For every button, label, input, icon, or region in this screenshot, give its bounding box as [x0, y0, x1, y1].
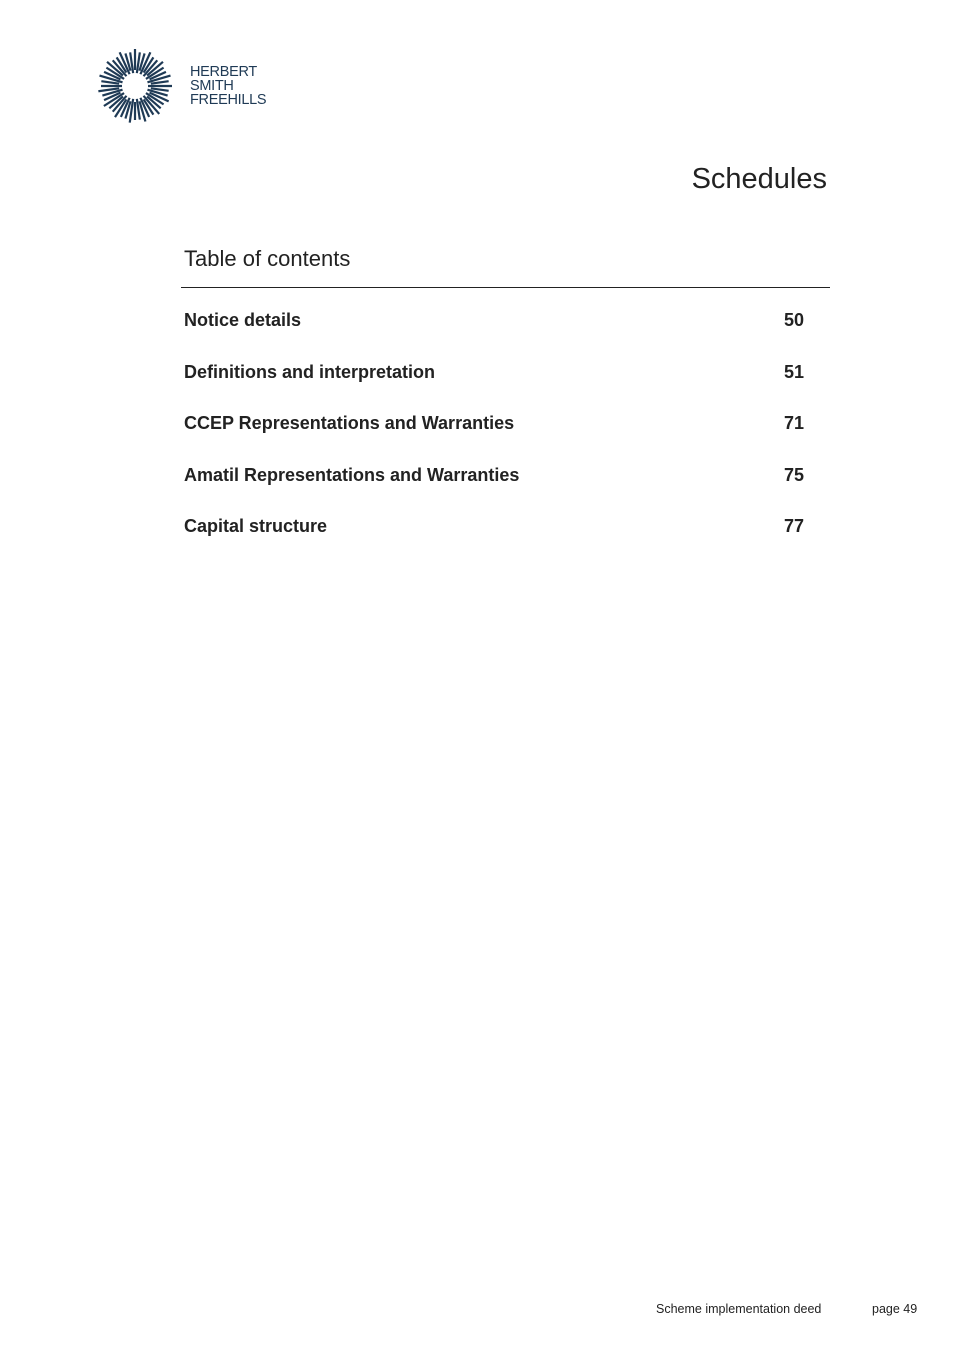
footer-page-number: page 49 — [872, 1302, 918, 1316]
toc-item-label: Amatil Representations and Warranties — [184, 464, 520, 485]
toc-list — [184, 307, 804, 565]
toc-item-label: Notice details — [184, 310, 302, 330]
toc-item-amatil-representations[interactable] — [184, 462, 804, 514]
toc-item-page: 51 — [783, 361, 804, 382]
toc-item-label: Capital structure — [184, 516, 328, 536]
toc-item-notice-details[interactable] — [184, 307, 804, 359]
toc-item-page: 50 — [783, 310, 804, 330]
sunburst-logo-icon — [96, 47, 174, 125]
logo-wordmark — [190, 65, 266, 107]
logo-line-herbert: HERBERT — [190, 64, 257, 80]
toc-item-page: 71 — [783, 413, 804, 433]
toc-item-page: 77 — [783, 516, 804, 536]
section-title: Schedules — [691, 163, 827, 195]
toc-item-definitions[interactable] — [184, 359, 804, 411]
toc-divider — [181, 287, 830, 288]
toc-heading: Table of contents — [184, 246, 351, 271]
toc-item-capital-structure[interactable] — [184, 513, 804, 565]
toc-item-page: 75 — [783, 464, 804, 485]
toc-item-label: CCEP Representations and Warranties — [184, 413, 515, 433]
logo-line-freehills: FREEHILLS — [190, 92, 267, 108]
footer-document-name: Scheme implementation deed — [656, 1302, 822, 1316]
firm-logo — [96, 47, 286, 127]
logo-line-smith: SMITH — [190, 78, 234, 94]
toc-item-ccep-representations[interactable] — [184, 410, 804, 462]
toc-item-label: Definitions and interpretation — [184, 361, 436, 382]
